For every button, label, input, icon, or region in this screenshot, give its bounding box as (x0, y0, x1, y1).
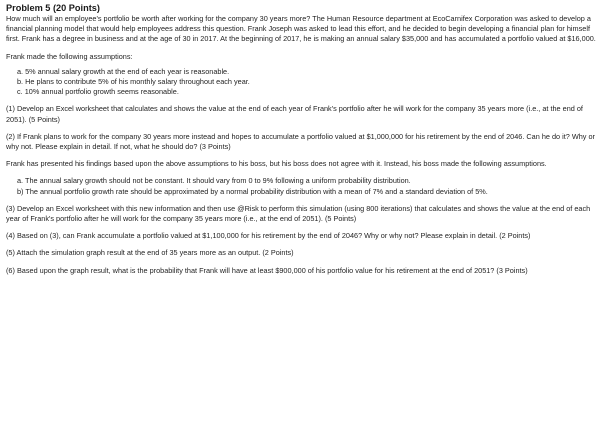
problem-title: Problem 5 (20 Points) (6, 3, 100, 13)
question-5: (5) Attach the simulation graph result at the end of 35 years more as an output. (2 Points) (6, 248, 294, 258)
intro-paragraph: How much will an employee's portfolio be worth after working for the company 30 years more? The Human Resource department at EcoCarnifex Corporation was asked to develop a financial planning model that would help employees address this question. Frank Joseph was asked to lead this effort, and he decided to begin developing a financial plan for himself first. Frank has a degree in business and at the age of 30 in 2017. At the beginning of 2017, he is making an annual salary $35,000 and has accumulated a portfolio valued at $16,000. (6, 14, 596, 44)
boss-assumption-item: a. The annual salary growth should not be constant. It should vary from 0 to 9% following a uniform probability distribution. (17, 176, 411, 186)
assumptions-heading: Frank made the following assumptions: (6, 51, 133, 61)
boss-assumptions-list (6, 176, 602, 196)
assumption-item: b. He plans to contribute 5% of his monthly salary throughout each year. (17, 77, 250, 87)
assumptions-list (6, 67, 602, 98)
assumption-item: a. 5% annual salary growth at the end of each year is reasonable. (17, 66, 230, 76)
question-2: (2) If Frank plans to work for the company 30 years more instead and hopes to accumulate a portfolio valued at $1,000,000 for his retirement by the end of 2046. Can he do it? Why or why not. Please explain in detail. If not, what he should do? (3 Points) (6, 131, 595, 152)
question-1: (1) Develop an Excel worksheet that calculates and shows the value at the end of each year of Frank's portfolio after he will work for the company 35 years more (i.e., at the end of 2051). (5 Points) (6, 104, 583, 124)
question-3: (3) Develop an Excel worksheet with this new information and then use @Risk to perform this simulation (using 800 iterations) that calculates and shows the value at the end of each year of Frank's portfolio after he will work for the company 35 years more (i.e., at the end of 2051). (5 Points) (6, 203, 591, 224)
assumption-item: c. 10% annual portfolio growth seems reasonable. (17, 87, 179, 97)
question-4: (4) Based on (3), can Frank accumulate a portfolio valued at $1,100,000 for his retirement by the end of 2046? Why or why not? Please explain in detail. (2 Points) (6, 231, 531, 241)
boss-assumption-item: b) The annual portfolio growth rate should be approximated by a normal probability distribution with a mean of 7% and a standard deviation of 5%. (17, 186, 488, 196)
boss-intro-paragraph: Frank has presented his findings based upon the above assumptions to his boss, but his boss does not agree with it. Instead, his boss made the following assumptions. (6, 159, 547, 169)
question-6: (6) Based upon the graph result, what is the probability that Frank will have at least $900,000 of his portfolio value for his retirement at the end of 2051? (3 Points) (6, 265, 528, 275)
